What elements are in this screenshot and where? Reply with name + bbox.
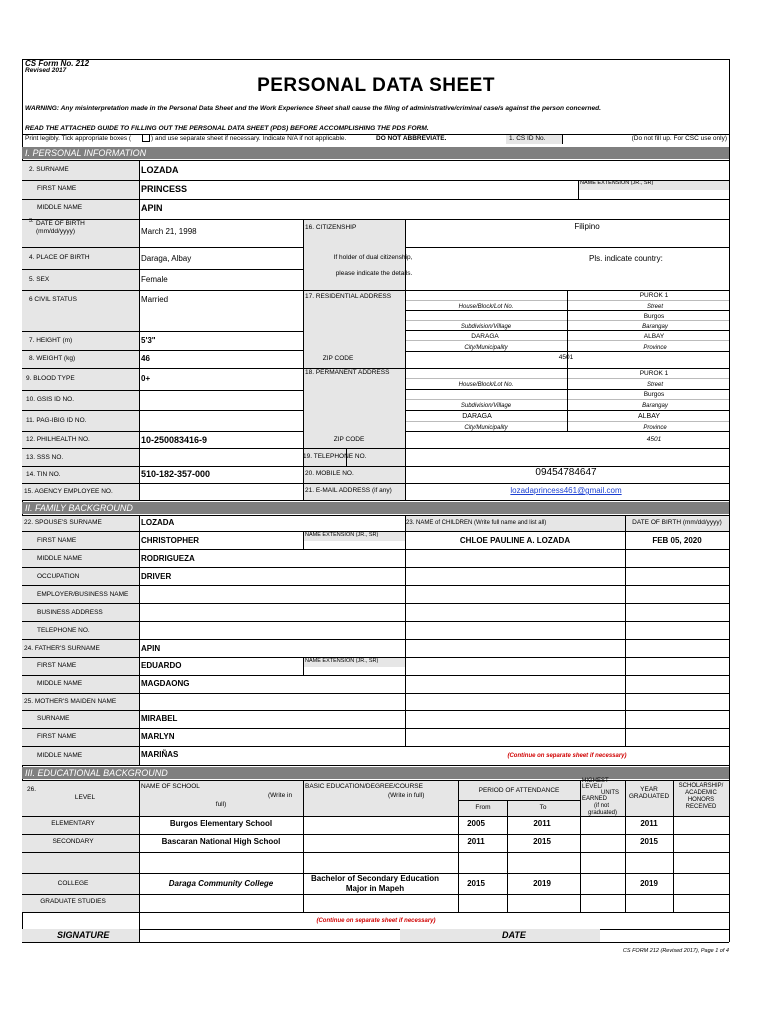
res-barangay-label: Barangay — [642, 324, 668, 330]
children-label: 23. NAME of CHILDREN (Write full name and list all) — [406, 520, 547, 526]
tin-label: 14. TIN NO. — [26, 471, 61, 478]
honors-header-a: SCHOLARSHIP/ — [678, 783, 724, 789]
csc-use-note: (Do not fill up. For CSC use only) — [631, 135, 727, 142]
civil-status-label: 6 CIVIL STATUS — [29, 296, 77, 303]
year-header-b: GRADUATED — [628, 793, 670, 800]
units-header-b: LEVEL/ — [582, 784, 603, 790]
elementary-from-value[interactable]: 2005 — [467, 819, 485, 828]
agency-employee-label: 15. AGENCY EMPLOYEE NO. — [24, 488, 113, 495]
perm-subdivision-label: Subdivision/Village — [460, 403, 512, 409]
period-header: PERIOD OF ATTENDANCE — [478, 787, 560, 794]
children-continue-note: (Continue on separate sheet if necessary) — [507, 753, 627, 759]
perm-street-value[interactable]: PUROK 1 — [639, 370, 669, 377]
dob-format-label: (mm/dd/yyyy) — [36, 228, 75, 235]
mother-middle-name-label: MIDDLE NAME — [37, 752, 83, 759]
perm-barangay-value[interactable]: Burgos — [643, 391, 665, 398]
signature-label: SIGNATURE — [57, 930, 110, 940]
place-of-birth-label: 4. PLACE OF BIRTH — [29, 254, 90, 261]
school-header-write: (Write in — [268, 792, 293, 799]
res-province-value[interactable]: ALBAY — [643, 333, 665, 340]
form-revised: Revised 2017 — [25, 67, 67, 74]
spouse-telephone-label: TELEPHONE NO. — [37, 627, 90, 634]
college-year-value[interactable]: 2019 — [640, 879, 658, 888]
res-street-value[interactable]: PUROK 1 — [639, 292, 669, 299]
warning-text: WARNING: Any misinterpretation made in the Personal Data Sheet and the Work Experience Sheet shall cause the filing of administrative/criminal case/s against the person concerned. — [25, 105, 602, 112]
perm-street-label: Street — [646, 382, 664, 388]
college-school-value[interactable]: Daraga Community College — [168, 879, 274, 888]
middle-name-label: MIDDLE NAME — [37, 204, 83, 211]
first-name-value[interactable]: PRINCESS — [141, 184, 188, 194]
res-house-label: House/Block/Lot No. — [458, 304, 514, 310]
mother-surname-value[interactable]: MIRABEL — [141, 714, 178, 723]
units-header-a: HIGHEST — [582, 778, 609, 784]
mobile-label: 20. MOBILE NO. — [305, 470, 354, 477]
graduate-level-label: GRADUATE STUDIES — [40, 898, 106, 905]
date-field[interactable] — [601, 930, 728, 941]
res-zip-label: ZIP CODE — [322, 355, 354, 362]
dual-citizenship-note: If holder of dual citizenship, — [333, 254, 413, 261]
period-to-header: To — [539, 804, 547, 811]
citizenship-value[interactable]: Filipino — [574, 222, 600, 231]
res-city-label: City/Municipality — [464, 345, 508, 351]
print-instruction-a: Print legibly. Tick appropriate boxes ( — [25, 135, 132, 142]
spouse-surname-value[interactable]: LOZADA — [141, 518, 175, 527]
father-name-ext-label: NAME EXTENSION (JR., SR) — [305, 658, 379, 664]
tin-value[interactable]: 510-182-357-000 — [141, 469, 211, 479]
mother-surname-label: SURNAME — [37, 715, 70, 722]
college-from-value[interactable]: 2015 — [467, 879, 485, 888]
business-address-label: BUSINESS ADDRESS — [37, 609, 103, 616]
college-level-label: COLLEGE — [57, 880, 89, 887]
place-of-birth-value[interactable]: Daraga, Albay — [141, 254, 192, 263]
signature-field[interactable] — [140, 930, 399, 941]
civil-status-value[interactable]: Married — [141, 295, 169, 304]
perm-zip-value[interactable]: 4501 — [646, 436, 662, 443]
date-label: DATE — [502, 930, 526, 940]
philhealth-label: 12. PHILHEALTH NO. — [26, 436, 90, 443]
spouse-first-name-value[interactable]: CHRISTOPHER — [141, 536, 200, 545]
employer-label: EMPLOYER/BUSINESS NAME — [37, 591, 129, 598]
child-name-value[interactable]: CHLOE PAULINE A. LOZADA — [459, 536, 571, 545]
telephone-label: 19. TELEPHONE NO. — [303, 453, 367, 460]
mother-first-name-value[interactable]: MARLYN — [141, 732, 175, 741]
email-value[interactable]: lozadaprincess461@gmail.com — [510, 486, 622, 495]
course-header: BASIC EDUCATION/DEGREE/COURSE — [305, 783, 423, 790]
father-first-name-label: FIRST NAME — [37, 662, 77, 669]
res-barangay-value[interactable]: Burgos — [643, 313, 665, 320]
mobile-value[interactable]: 09454784647 — [535, 467, 597, 478]
section-family-background: II. FAMILY BACKGROUND — [22, 502, 729, 514]
elementary-to-value[interactable]: 2011 — [533, 819, 551, 828]
sex-value[interactable]: Female — [141, 275, 168, 284]
section-educational-background: III. EDUCATIONAL BACKGROUND — [22, 767, 729, 779]
perm-zip-label: ZIP CODE — [333, 436, 365, 443]
honors-header-b: ACADEMIC — [685, 790, 717, 796]
spouse-surname-label: 22. SPOUSE'S SURNAME — [24, 519, 102, 526]
elementary-school-value[interactable]: Burgos Elementary School — [169, 819, 273, 828]
school-header: NAME OF SCHOOL — [141, 783, 200, 790]
res-province-label: Province — [643, 345, 667, 351]
father-middle-name-value[interactable]: MAGDAONG — [141, 679, 190, 688]
perm-city-value[interactable]: DARAGA — [462, 413, 492, 420]
sex-label: 5. SEX — [29, 276, 50, 283]
res-subdivision-label: Subdivision/Village — [460, 324, 512, 330]
units-header-e: (if not — [594, 803, 610, 809]
surname-value[interactable]: LOZADA — [141, 165, 179, 175]
elementary-year-value[interactable]: 2011 — [640, 819, 658, 828]
dob-label: DATE OF BIRTH — [36, 220, 85, 227]
weight-value[interactable]: 46 — [141, 354, 150, 363]
year-header-a: YEAR — [640, 786, 658, 793]
instruction-text: READ THE ATTACHED GUIDE TO FILLING OUT THE PERSONAL DATA SHEET (PDS) BEFORE ACCOMPLISHING THE PDS FORM. — [25, 125, 429, 132]
perm-barangay-label: Barangay — [642, 403, 668, 409]
middle-name-value[interactable]: APIN — [141, 203, 163, 213]
philhealth-value[interactable]: 10-250083416-9 — [141, 435, 208, 445]
dob-value[interactable]: March 21, 1998 — [141, 227, 197, 236]
elementary-level-label: ELEMENTARY — [51, 820, 95, 827]
father-surname-value[interactable]: APIN — [141, 644, 161, 653]
child-dob-value[interactable]: FEB 05, 2020 — [652, 536, 702, 545]
secondary-level-label: SECONDARY — [52, 838, 94, 845]
email-label: 21. E-MAIL ADDRESS (if any) — [305, 487, 392, 494]
spouse-name-ext-label: NAME EXTENSION (JR., SR) — [305, 532, 379, 538]
period-from-header: From — [475, 804, 491, 811]
perm-house-label: House/Block/Lot No. — [458, 382, 514, 388]
gsis-label: 10. GSIS ID NO. — [26, 396, 75, 403]
father-middle-name-label: MIDDLE NAME — [37, 680, 83, 687]
page-title: PERSONAL DATA SHEET — [257, 75, 495, 96]
units-header-c: UNITS — [601, 790, 619, 796]
citizenship-label: 16. CITIZENSHIP — [305, 224, 357, 231]
college-to-value[interactable]: 2019 — [533, 879, 551, 888]
no-abbreviate-text: DO NOT ABBREVIATE. — [376, 135, 447, 142]
mother-middle-name-value[interactable]: MARIÑAS — [141, 750, 179, 759]
surname-label: 2. SURNAME — [29, 166, 69, 173]
page-footer: CS FORM 212 (Revised 2017), Page 1 of 4 — [622, 948, 729, 954]
education-continue-note: (Continue on separate sheet if necessary) — [316, 918, 436, 924]
honors-header-c: HONORS — [687, 797, 715, 803]
print-instruction-b: ) and use separate sheet if necessary. Indicate N/A if not applicable. — [151, 135, 347, 142]
secondary-from-value[interactable]: 2011 — [467, 837, 485, 846]
cs-id-label: 1. CS ID No. — [509, 135, 546, 142]
edu-level-header: LEVEL — [74, 794, 96, 801]
secondary-year-value[interactable]: 2015 — [640, 837, 658, 846]
secondary-to-value[interactable]: 2015 — [533, 837, 551, 846]
college-course-value-a[interactable]: Bachelor of Secondary Education — [310, 874, 440, 883]
blood-type-label: 9. BLOOD TYPE — [26, 375, 75, 382]
first-name-label: FIRST NAME — [37, 185, 77, 192]
college-course-value-b[interactable]: Major in Mapeh — [345, 884, 405, 893]
father-surname-label: 24. FATHER'S SURNAME — [24, 645, 100, 652]
school-header-full: full) — [215, 801, 227, 808]
sss-label: 13. SSS NO. — [26, 454, 64, 461]
residential-address-label: 17. RESIDENTIAL ADDRESS — [305, 293, 392, 300]
name-extension-label: NAME EXTENSION (JR., SR) — [580, 180, 654, 186]
tick-box-icon — [142, 134, 150, 142]
honors-header-d: RECEIVED — [685, 804, 717, 810]
spouse-occupation-value[interactable]: DRIVER — [141, 572, 172, 581]
permanent-address-label: 18. PERMANENT ADDRESS — [305, 369, 390, 376]
mother-maiden-name-label: 25. MOTHER'S MAIDEN NAME — [24, 698, 117, 705]
spouse-middle-name-label: MIDDLE NAME — [37, 555, 83, 562]
spouse-middle-name-value[interactable]: RODRIGUEZA — [141, 554, 195, 563]
dob-number-label: 3. — [29, 218, 34, 224]
blood-type-value[interactable]: 0+ — [141, 374, 151, 383]
section-personal-information: I. PERSONAL INFORMATION — [22, 147, 729, 159]
height-label: 7. HEIGHT (m) — [29, 337, 73, 344]
occupation-label: OCCUPATION — [37, 573, 80, 580]
mother-first-name-label: FIRST NAME — [37, 733, 77, 740]
dual-citizenship-details-note: please indicate the details. — [335, 270, 413, 277]
child-dob-label: DATE OF BIRTH (mm/dd/yyyy) — [632, 519, 722, 526]
perm-province-label: Province — [643, 425, 667, 431]
father-first-name-value[interactable]: EDUARDO — [141, 661, 182, 670]
height-value[interactable]: 5'3" — [141, 336, 156, 345]
edu-number-label: 26. — [27, 786, 37, 793]
units-header-d: EARNED — [582, 796, 608, 802]
pagibig-label: 11. PAG-IBIG ID NO. — [26, 417, 87, 424]
res-street-label: Street — [646, 304, 664, 310]
course-header-write: (Write in full) — [388, 792, 425, 799]
perm-city-label: City/Municipality — [464, 425, 508, 431]
spouse-first-name-label: FIRST NAME — [37, 537, 77, 544]
units-header-f: graduated) — [588, 810, 618, 816]
secondary-school-value[interactable]: Bascaran National High School — [161, 837, 281, 846]
res-zip-value[interactable]: 4501 — [558, 354, 574, 361]
res-city-value[interactable]: DARAGA — [471, 333, 499, 340]
perm-province-value[interactable]: ALBAY — [637, 413, 661, 420]
indicate-country-label: Pls. indicate country: — [589, 254, 663, 263]
form-number: CS Form No. 212 — [25, 59, 90, 68]
weight-label: 8. WEIGHT (kg) — [29, 355, 76, 362]
